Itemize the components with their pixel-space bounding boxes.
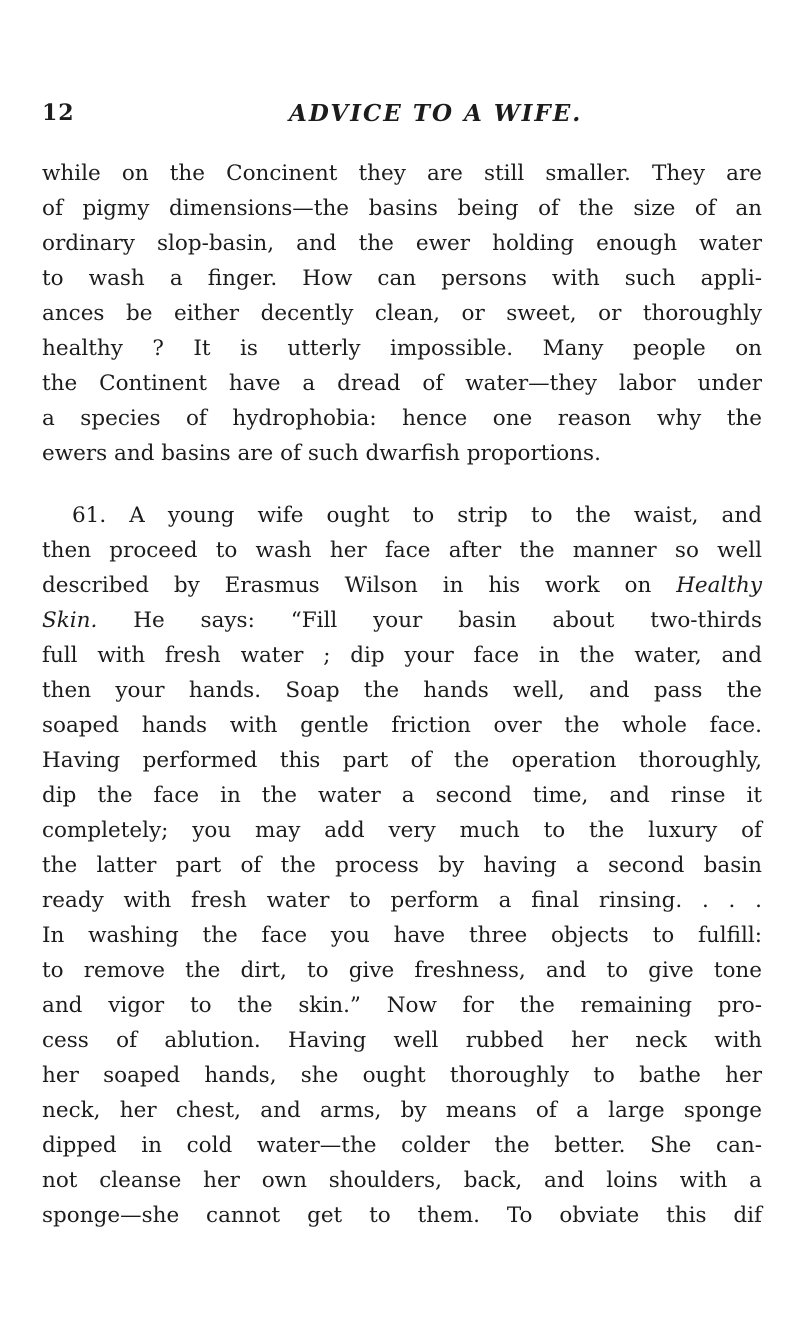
text-line: cess of ablution. Having well rubbed her neck with [42, 1028, 762, 1053]
running-title: ADVICE TO A WIFE. [289, 100, 583, 127]
text-line: her soaped hands, she ought thoroughly to bathe her [42, 1063, 762, 1088]
page-number: 12 [42, 100, 75, 126]
text-line: to remove the dirt, to give freshness, and to give tone [42, 958, 762, 983]
text-line: sponge—she cannot get to them. To obviate this dif [42, 1203, 762, 1228]
text-segment: described by Erasmus Wilson in his work on [42, 573, 652, 598]
text-line: the Continent have a dread of water—they labor under [42, 371, 762, 396]
text-line: ready with fresh water to perform a final rinsing. . . . [42, 888, 762, 913]
text-line: neck, her chest, and arms, by means of a large sponge [42, 1098, 762, 1123]
text-line: the latter part of the process by having a second basin [42, 853, 762, 878]
text-line: soaped hands with gentle friction over the whole face. [42, 713, 762, 738]
text-line: Having performed this part of the operation thoroughly, [42, 748, 762, 773]
text-line: while on the Concinent they are still smaller. They are [42, 161, 762, 186]
text-line: dip the face in the water a second time, and rinse it [42, 783, 762, 808]
text-line: dipped in cold water—the colder the better. She can- [42, 1133, 762, 1158]
text-line: a species of hydrophobia: hence one reason why the [42, 406, 762, 431]
text-line: In washing the face you have three objects to fulfill: [42, 923, 762, 948]
book-title-italic: Healthy [676, 573, 762, 598]
text-line: completely; you may add very much to the luxury of [42, 818, 762, 843]
paragraph-continuation [42, 156, 762, 471]
text-line: and vigor to the skin.” Now for the remaining pro- [42, 993, 762, 1018]
text-line: ances be either decently clean, or sweet, or thoroughly [42, 301, 762, 326]
text-line: then your hands. Soap the hands well, and pass the [42, 678, 762, 703]
text-line: then proceed to wash her face after the manner so well [42, 538, 762, 563]
text-line: to wash a finger. How can persons with such appli- [42, 266, 762, 291]
text-line: ordinary slop-basin, and the ewer holding enough water [42, 231, 762, 256]
running-head [42, 100, 762, 140]
paragraph-61 [42, 498, 762, 1233]
body-text [42, 156, 762, 1233]
text-line: ewers and basins are of such dwarfish proportions. [42, 441, 601, 466]
text-line: healthy ? It is utterly impossible. Many people on [42, 336, 762, 361]
text-line [42, 603, 762, 638]
text-line [42, 568, 762, 603]
text-line: full with fresh water ; dip your face in the water, and [42, 643, 762, 668]
paragraph-gap [42, 471, 762, 498]
text-segment: He says: “Fill your basin about two-thirds [133, 608, 762, 633]
text-line: not cleanse her own shoulders, back, and loins with a [42, 1168, 762, 1193]
text-line: 61. A young wife ought to strip to the waist, and [72, 503, 762, 528]
book-title-italic: Skin. [42, 608, 98, 633]
text-line: of pigmy dimensions—the basins being of the size of an [42, 196, 762, 221]
